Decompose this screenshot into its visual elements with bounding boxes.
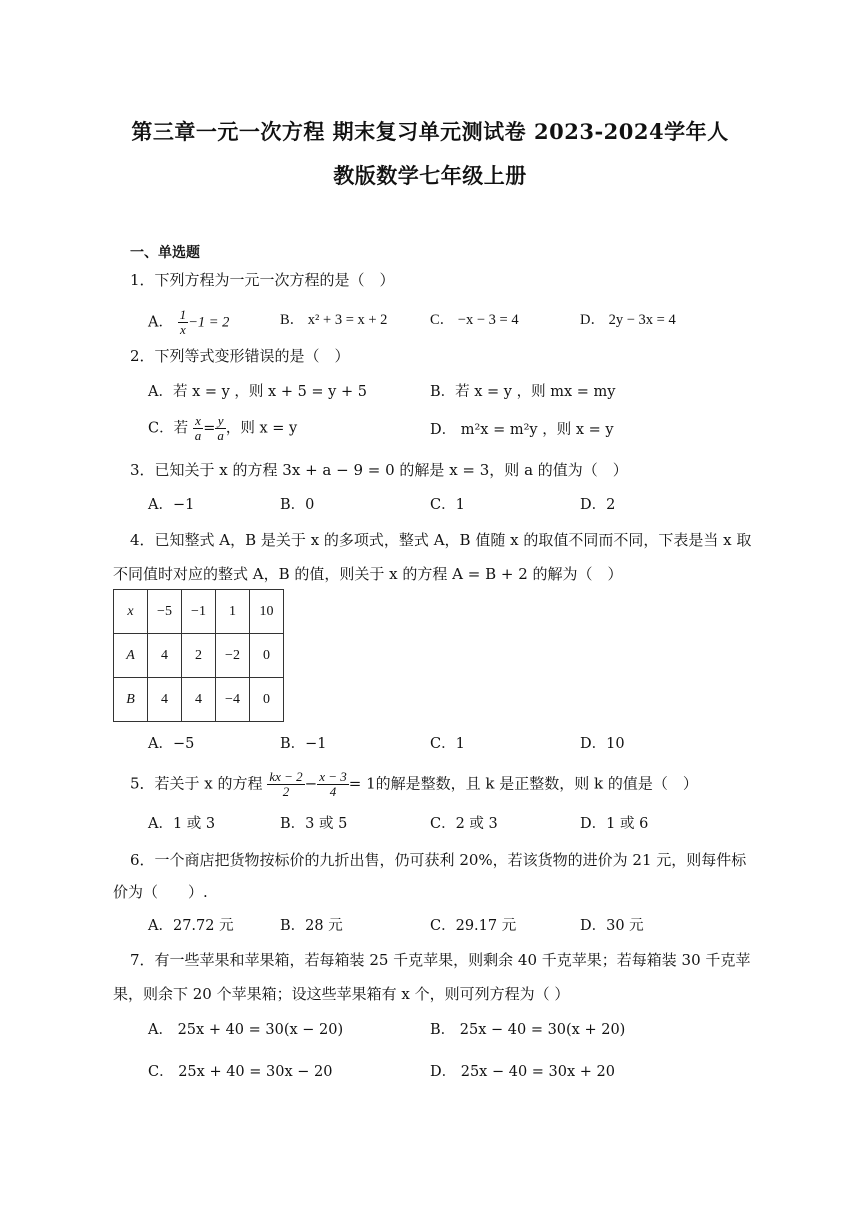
fraction-numerator: 1 — [179, 307, 187, 322]
minus-sign: − — [304, 774, 318, 793]
question-3-stem: 3．已知关于 x 的方程 3x + a − 9 = 0 的解是 x = 3，则 a 的值为（ ） — [130, 461, 628, 479]
question-2-option-b: B．若 x = y ，则 mx = my — [430, 384, 616, 400]
fraction — [317, 770, 349, 799]
question-2-option-c: C．若 $\frac{x}{a}$ = $\frac{y}{a}$ ，则 x = y — [148, 413, 298, 443]
question-1-option-d: D． 2y − 3x = 4 — [580, 312, 676, 328]
question-1-stem: 1．下列方程为一元一次方程的是（ ） — [130, 271, 395, 289]
question-7-option-b: B． 25x − 40 = 30(x + 20) — [430, 1022, 626, 1038]
document-title-line2: 教版数学七年级上册 — [333, 163, 527, 188]
question-7-stem-line1: 7．有一些苹果和苹果箱，若每箱装 25 千克苹果，则剩余 40 千克苹果；若每箱装 30 千克苹 — [130, 951, 751, 969]
fraction-numerator: x − 3 — [319, 769, 347, 784]
question-4-option-b: B．−1 — [280, 736, 327, 752]
question-1-option-c: C． −x − 3 = 4 — [430, 312, 519, 328]
question-5-option-d: D．1 或 6 — [580, 816, 649, 832]
table-row — [114, 634, 284, 678]
question-6-option-a: A．27.72 元 — [148, 918, 234, 934]
fraction-denominator: 2 — [282, 784, 290, 799]
table-cell: 2 — [182, 634, 216, 678]
fraction-numerator: kx − 2 — [269, 769, 303, 784]
table-cell: 0 — [250, 678, 284, 722]
question-4-stem-line1: 4．已知整式 A，B 是关于 x 的多项式，整式 A，B 值随 x 的取值不同而不同，下表是当 x 取 — [130, 531, 752, 549]
question-7-stem-line2: 果，则余下 20 个苹果箱；设这些苹果箱有 x 个，则可列方程为（ ） — [113, 985, 570, 1003]
value-table — [113, 589, 284, 722]
question-3-option-c: C．1 — [430, 497, 465, 513]
question-2-stem: 2．下列等式变形错误的是（ ） — [130, 347, 350, 365]
table-cell: −4 — [216, 678, 250, 722]
question-7-option-d: D． 25x − 40 = 30x + 20 — [430, 1064, 615, 1080]
table-cell: 1 — [216, 590, 250, 634]
question-3-option-b: B．0 — [280, 497, 315, 513]
fraction-denominator: a — [217, 428, 224, 443]
option-label: C．若 — [148, 420, 189, 437]
document-title-line1: 第三章一元一次方程 期末复习单元测试卷 2023-2024学年人 — [131, 119, 729, 144]
fraction-denominator: a — [194, 428, 202, 443]
table-cell: 4 — [148, 678, 182, 722]
question-4-option-d: D．10 — [580, 736, 625, 752]
fraction-denominator: x — [179, 322, 186, 337]
fraction-numerator: x — [193, 414, 204, 429]
question-6-option-d: D．30 元 — [580, 918, 644, 934]
table-cell: B — [114, 678, 148, 722]
question-6-stem-line2: 价为（ ）. — [113, 883, 208, 901]
question-3-option-d: D．2 — [580, 497, 616, 513]
table-cell: 4 — [148, 634, 182, 678]
table-row — [114, 590, 284, 634]
fraction — [215, 414, 226, 443]
question-2-option-a: A．若 x = y ，则 x + 5 = y + 5 — [148, 384, 367, 400]
table-cell: −5 — [148, 590, 182, 634]
question-1-option-a — [148, 308, 229, 337]
question-4-option-a: A．−5 — [148, 736, 195, 752]
question-2-option-d: D． m²x = m²y ，则 x = y — [430, 422, 614, 438]
question-5-option-c: C．2 或 3 — [430, 816, 498, 832]
fraction — [267, 770, 304, 799]
table-cell: −1 — [182, 590, 216, 634]
table-cell: −2 — [216, 634, 250, 678]
question-7-option-a: A． 25x + 40 = 30(x − 20) — [148, 1022, 344, 1038]
question-4-stem-line2: 不同值时对应的整式 A，B 的值，则关于 x 的方程 A = B + 2 的解为（ ） — [113, 565, 623, 583]
question-6-option-b: B．28 元 — [280, 918, 343, 934]
question-7-option-c: C． 25x + 40 = 30x − 20 — [148, 1064, 333, 1080]
equation-tail: ，则 x = y — [225, 420, 298, 437]
table-cell: x — [114, 590, 148, 634]
stem-suffix: = 1的解是整数，且 k 是正整数，则 k 的值是（ ） — [348, 774, 698, 793]
question-4-option-c: C．1 — [430, 736, 465, 752]
table-row — [114, 678, 284, 722]
question-5-option-a: A．1 或 3 — [148, 816, 216, 832]
stem-prefix: 5．若关于 x 的方程 — [130, 774, 263, 793]
question-5-stem — [130, 770, 698, 799]
fraction — [178, 308, 189, 337]
question-1-option-b: B． x² + 3 = x + 2 — [280, 312, 388, 328]
fraction — [193, 414, 204, 443]
question-6-stem-line1: 6．一个商店把货物按标价的九折出售，仍可获利 20%，若该货物的进价为 21 元，则每件标 — [130, 851, 747, 869]
question-5-option-b: B．3 或 5 — [280, 816, 348, 832]
option-label: A． — [148, 314, 173, 331]
table-cell: A — [114, 634, 148, 678]
section-heading: 一、单选题 — [130, 245, 200, 261]
equation-tail: −1 = 2 — [188, 314, 230, 331]
fraction-denominator: 4 — [329, 784, 337, 799]
table-cell: 10 — [250, 590, 284, 634]
table-cell: 0 — [250, 634, 284, 678]
fraction-numerator: y — [215, 414, 226, 429]
question-6-option-c: C．29.17 元 — [430, 918, 517, 934]
question-3-option-a: A．−1 — [148, 497, 195, 513]
table-cell: 4 — [182, 678, 216, 722]
